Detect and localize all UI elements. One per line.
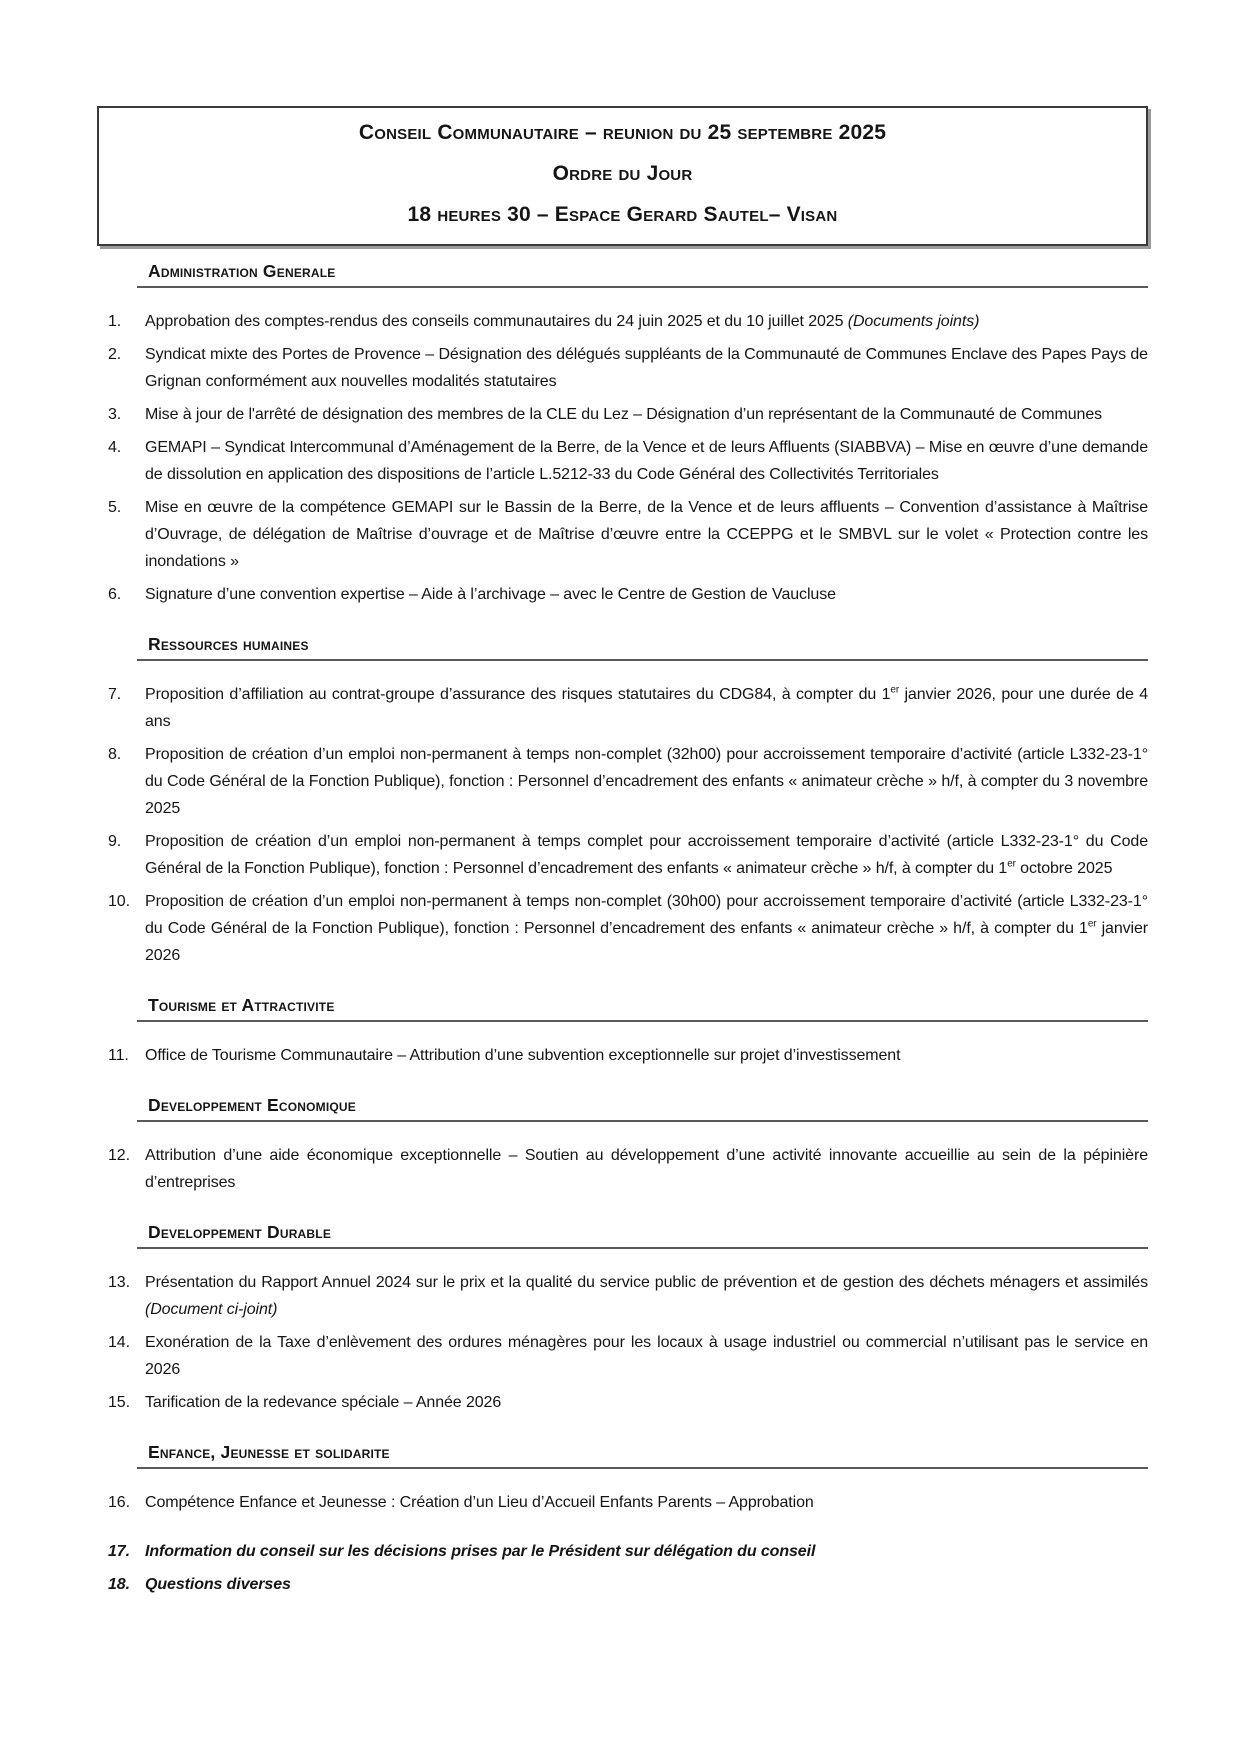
agenda-section	[97, 1095, 1148, 1196]
agenda-item	[97, 1142, 1148, 1196]
item-number: 13.	[108, 1274, 130, 1292]
agenda-section	[97, 1538, 1148, 1598]
section-heading: Ressources humaines	[137, 634, 1148, 661]
item-number: 6.	[108, 586, 122, 604]
agenda-section	[97, 995, 1148, 1069]
section-heading: Enfance, Jeunesse et solidarite	[137, 1442, 1148, 1469]
agenda-section	[97, 1442, 1148, 1516]
item-text: Signature d’une convention expertise – Aide à l’archivage – avec le Centre de Gestion de Vaucluse	[145, 586, 836, 604]
agenda-section	[97, 1222, 1148, 1416]
item-number: 11.	[108, 1047, 129, 1065]
item-number: 9.	[108, 833, 122, 851]
section-heading: Developpement Durable	[137, 1222, 1148, 1249]
title-line-agenda: Ordre du Jour	[552, 162, 693, 186]
item-number: 12.	[108, 1147, 130, 1165]
title-line-time-place: 18 heures 30 – Espace Gerard Sautel– Visan	[407, 203, 838, 227]
item-text: Mise en œuvre de la compétence GEMAPI sur le Bassin de la Berre, de la Vence et de leurs affluents – Convention d’assistance à Maîtrise d’Ouvrage, de délégation de Maîtrise d’ouvrage et de Maîtrise d’œuvre entre la CCEPPG et le SMBVL sur le volet « Protection contre les inondations »	[145, 499, 1148, 571]
agenda-section	[97, 634, 1148, 969]
agenda-item	[97, 341, 1148, 395]
item-text: Compétence Enfance et Jeunesse : Création d’un Lieu d’Accueil Enfants Parents – Approbation	[145, 1494, 814, 1512]
agenda-item	[97, 434, 1148, 488]
section-heading: Tourisme et Attractivite	[137, 995, 1148, 1022]
item-text: Approbation des comptes-rendus des conseils communautaires du 24 juin 2025 et du 10 juillet 2025 (Documents joints)	[145, 313, 980, 331]
item-number: 2.	[108, 346, 122, 364]
item-number: 18.	[108, 1576, 130, 1594]
item-text: Mise à jour de l'arrêté de désignation des membres de la CLE du Lez – Désignation d’un représentant de la Communauté de Communes	[145, 406, 1103, 424]
item-number: 1.	[108, 313, 122, 331]
item-text: GEMAPI – Syndicat Intercommunal d’Aménagement de la Berre, de la Vence et de leurs Affluents (SIABBVA) – Mise en œuvre d’une demande de dissolution en application des dispositions de l’article L.5212-33 du Code Général des Collectivités Territoriales	[145, 439, 1148, 484]
item-number: 7.	[108, 686, 122, 704]
agenda-item	[97, 741, 1148, 822]
item-text: Information du conseil sur les décisions prises par le Président sur délégation du conseil	[145, 1543, 816, 1561]
agenda-section	[97, 261, 1148, 608]
item-number: 4.	[108, 439, 122, 457]
item-text: Syndicat mixte des Portes de Provence – Désignation des délégués suppléants de la Communauté de Communes Enclave des Papes Pays de Grignan conformément aux nouvelles modalités statutaires	[145, 346, 1148, 391]
item-number: 3.	[108, 406, 122, 424]
section-heading: Administration Generale	[137, 261, 1148, 288]
title-line-meeting: Conseil Communautaire – reunion du 25 septembre 2025	[358, 121, 887, 144]
item-text: Proposition d’affiliation au contrat-groupe d’assurance des risques statutaires du CDG84, à compter du 1er janvier 2026, pour une durée de 4 ans	[145, 684, 1148, 731]
item-text: Proposition de création d’un emploi non-permanent à temps non-complet (30h00) pour accroissement temporaire d’activité (article L332-23-1° du Code Général de la Fonction Publique), fonction : Personnel d’encadrement des enfants « animateur crèche » h/f, à compter du 1er janvier 2026	[145, 893, 1149, 965]
agenda-item	[97, 1389, 1148, 1416]
item-text: Office de Tourisme Communautaire – Attribution d’une subvention exceptionnelle sur projet d’investissement	[145, 1047, 901, 1065]
item-number: 14.	[108, 1334, 130, 1352]
agenda-item	[97, 1329, 1148, 1383]
item-text: Proposition de création d’un emploi non-permanent à temps complet pour accroissement temporaire d’activité (article L332-23-1° du Code Général de la Fonction Publique), fonction : Personnel d’encadrement des enfants « animateur crèche » h/f, à compter du 1er octobre 2025	[145, 833, 1148, 878]
agenda-item	[97, 681, 1148, 735]
agenda-item	[97, 581, 1148, 608]
section-heading: Developpement Economique	[137, 1095, 1148, 1122]
item-number: 8.	[108, 746, 122, 764]
item-text: Questions diverses	[145, 1576, 291, 1594]
item-text: Attribution d’une aide économique exceptionnelle – Soutien au développement d’une activité innovante accueillie au sein de la pépinière d’entreprises	[145, 1147, 1148, 1192]
agenda-item	[97, 401, 1148, 428]
item-number: 5.	[108, 499, 122, 517]
item-text: Présentation du Rapport Annuel 2024 sur le prix et la qualité du service public de prévention et de gestion des déchets ménagers et assimilés (Document ci-joint)	[145, 1274, 1148, 1319]
item-number: 10.	[108, 893, 130, 911]
agenda-item	[97, 494, 1148, 575]
item-number: 17.	[108, 1543, 130, 1561]
agenda-item	[97, 1269, 1148, 1323]
item-text: Exonération de la Taxe d’enlèvement des ordures ménagères pour les locaux à usage industriel ou commercial n’utilisant pas le service en 2026	[145, 1334, 1148, 1379]
agenda-item	[97, 888, 1148, 969]
agenda-item	[97, 828, 1148, 882]
agenda-item	[97, 1571, 1148, 1598]
item-text: Proposition de création d’un emploi non-permanent à temps non-complet (32h00) pour accroissement temporaire d’activité (article L332-23-1° du Code Général de la Fonction Publique), fonction : Personnel d’encadrement des enfants « animateur crèche » h/f, à compter du 3 novembre 2025	[145, 746, 1148, 818]
agenda-item	[97, 1042, 1148, 1069]
item-text: Tarification de la redevance spéciale – Année 2026	[145, 1394, 502, 1412]
agenda-sections	[97, 261, 1148, 1598]
item-number: 16.	[108, 1494, 130, 1512]
item-number: 15.	[108, 1394, 130, 1412]
title-box	[97, 106, 1148, 246]
agenda-item	[97, 1489, 1148, 1516]
agenda-item	[97, 308, 1148, 335]
agenda-item	[97, 1538, 1148, 1565]
